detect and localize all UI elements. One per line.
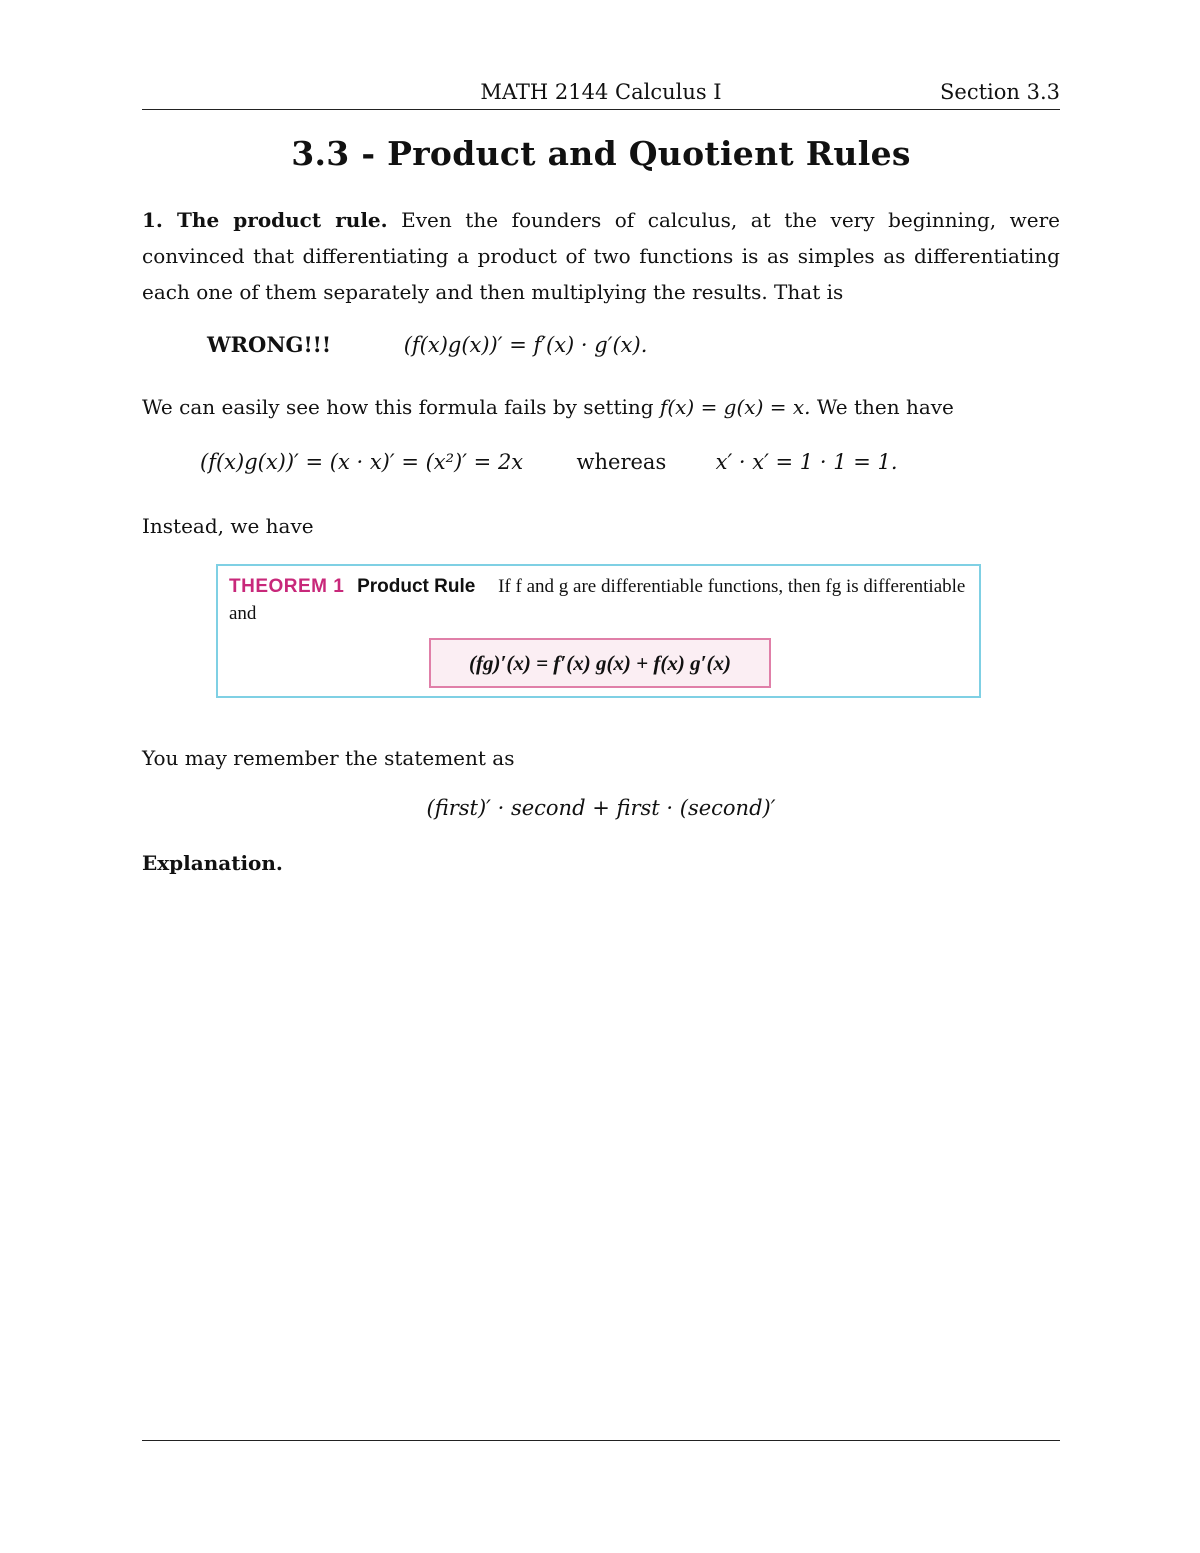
running-header	[142, 80, 1060, 108]
instead-paragraph: Instead, we have	[142, 514, 314, 538]
header-rule	[142, 109, 1060, 110]
counterexample-line	[200, 450, 898, 474]
counterexample-whereas: whereas	[576, 450, 667, 474]
page-title: 3.3 - Product and Quotient Rules	[291, 134, 911, 173]
theorem-box	[216, 564, 981, 698]
counterexample-text-after: We then have	[816, 395, 954, 419]
counterexample-setting: f(x) = g(x) = x.	[659, 395, 811, 419]
wrong-label: WRONG!!!	[207, 332, 332, 357]
theorem-statement-block	[229, 573, 974, 627]
counterexample-intro	[142, 389, 1060, 425]
counterexample-left: (f(x)g(x))′ = (x · x)′ = (x²)′ = 2x	[200, 450, 524, 474]
section-number: Section 3.3	[940, 80, 1060, 104]
intro-heading: 1. The product rule.	[142, 208, 388, 232]
wrong-formula: (f(x)g(x))′ = f′(x) · g′(x).	[403, 333, 648, 357]
remember-paragraph: You may remember the statement as	[142, 746, 515, 770]
theorem-label: THEOREM 1	[229, 576, 345, 597]
footer-rule	[142, 1440, 1060, 1441]
theorem-formula: (fg)′(x) = f′(x) g(x) + f(x) g′(x)	[429, 638, 771, 688]
intro-paragraph	[142, 202, 1060, 310]
intro-text: Even the founders of calculus, at the very beginning, were convinced that differentiating a product of two functions is as simples as differentiating each one of them separately and then multiplying the results. That is	[142, 208, 1060, 304]
counterexample-text-before: We can easily see how this formula fails by setting	[142, 395, 654, 419]
explanation-heading: Explanation.	[142, 851, 283, 875]
theorem-statement: If f and g are differentiable functions, then fg is differentiable and	[229, 576, 966, 624]
theorem-name: Product Rule	[357, 576, 476, 597]
course-title: MATH 2144 Calculus I	[480, 80, 722, 104]
counterexample-right: x′ · x′ = 1 · 1 = 1.	[715, 450, 898, 474]
wrong-formula-line	[207, 332, 647, 357]
mnemonic-formula: (first)′ · second + first · (second)′	[426, 796, 776, 820]
